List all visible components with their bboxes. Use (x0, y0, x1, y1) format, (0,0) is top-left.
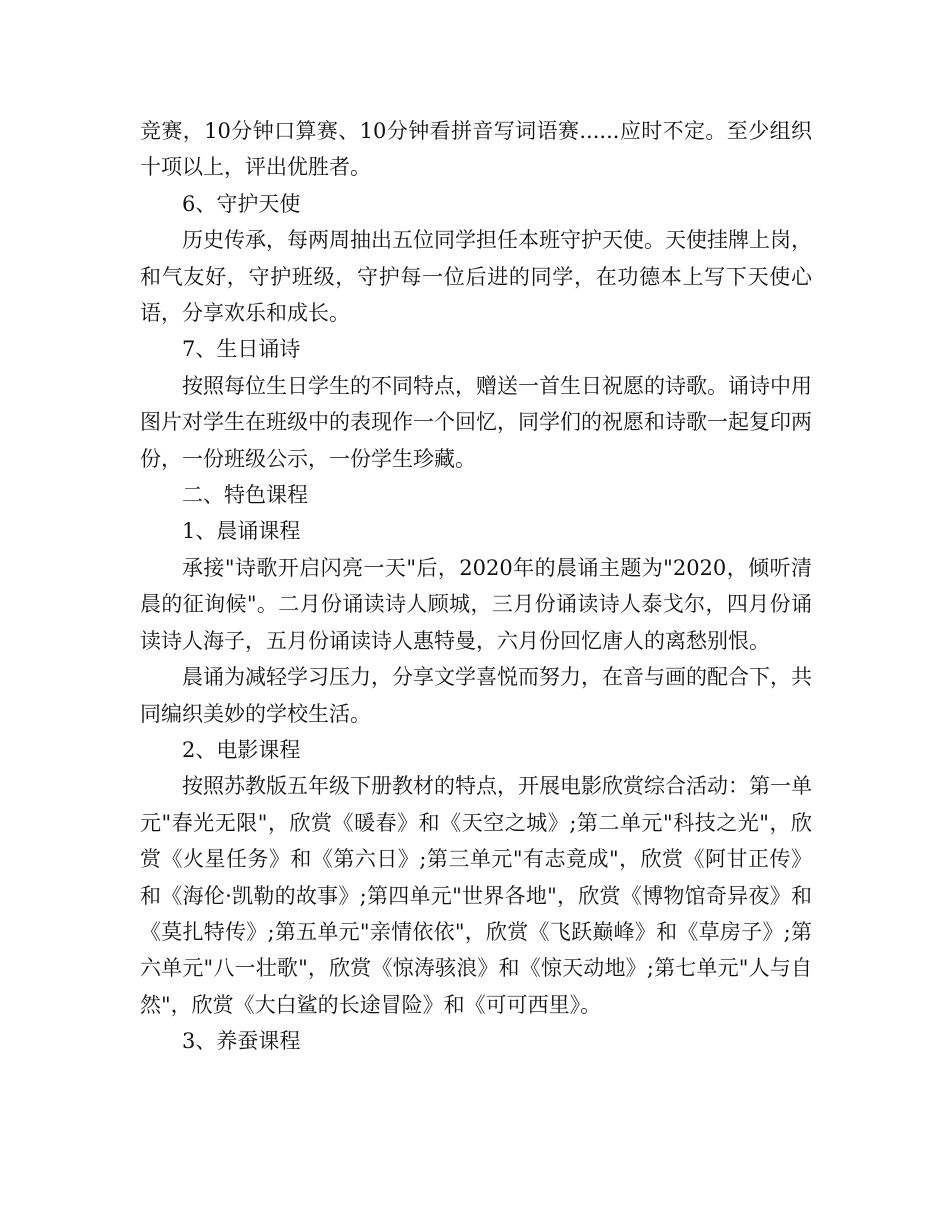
paragraph-competition-continued: 竞赛，10分钟口算赛、10分钟看拼音写词语赛......应时不定。至少组织十项以上，评出优胜者。 (140, 119, 812, 180)
paragraph-guardian-angel: 历史传承，每两周抽出五位同学担任本班守护天使。天使挂牌上岗，和气友好，守护班级，守护每一位后进的同学，在功德本上写下天使心语，分享欢乐和成长。 (140, 228, 812, 326)
section-heading-morning-recitation: 1、晨诵课程 (182, 519, 301, 544)
paragraph-morning-recitation: 承接"诗歌开启闪亮一天"后，2020年的晨诵主题为"2020，倾听清晨的征询候"。二月份诵读诗人顾城，三月份诵读诗人泰戈尔，四月份诵读诗人海子，五月份诵读诗人惠特曼，六月份回忆唐人的离愁别恨。 (140, 555, 812, 653)
section-heading-special-courses: 二、特色课程 (182, 483, 308, 508)
section-heading-guardian-angel: 6、守护天使 (182, 191, 301, 216)
section-heading-movie-course: 2、电影课程 (182, 737, 301, 762)
paragraph-movie-course: 按照苏教版五年级下册教材的特点，开展电影欣赏综合活动：第一单元"春光无限"，欣赏《暖春》和《天空之城》;第二单元"科技之光"，欣赏《火星任务》和《第六日》;第三单元"有志竟成"，欣赏《阿甘正传》和《海伦·凯勒的故事》;第四单元"世界各地"，欣赏《博物馆奇异夜》和《莫扎特传》;第五单元"亲情依依"，欣赏《飞跃巅峰》和《草房子》;第六单元"八一壮歌"，欣赏《惊涛骇浪》和《惊天动地》;第七单元"人与自然"，欣赏《大白鲨的长途冒险》和《可可西里》。 (140, 774, 812, 1017)
paragraph-birthday-poem: 按照每位生日学生的不同特点，赠送一首生日祝愿的诗歌。诵诗中用图片对学生在班级中的表现作一个回忆，同学们的祝愿和诗歌一起复印两份，一份班级公示，一份学生珍藏。 (140, 373, 812, 471)
section-heading-silkworm-course: 3、养蚕课程 (182, 1029, 301, 1054)
document-body (140, 113, 812, 1060)
paragraph-morning-recitation-purpose: 晨诵为减轻学习压力，分享文学喜悦而努力，在音与画的配合下，共同编织美妙的学校生活。 (140, 665, 812, 726)
section-heading-birthday-poem: 7、生日诵诗 (182, 337, 301, 362)
